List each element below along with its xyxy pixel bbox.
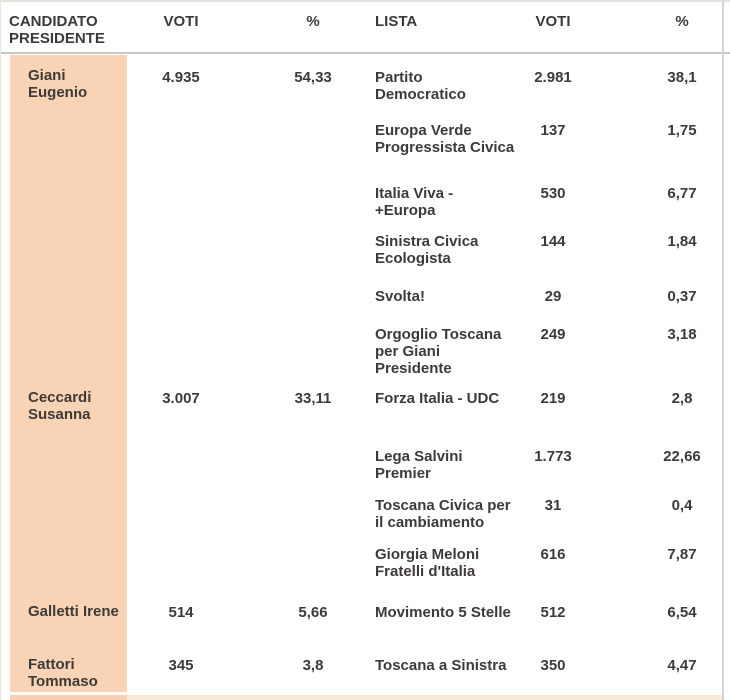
list-name: Sinistra Civica Ecologista <box>375 233 479 267</box>
header-list-voti: VOTI <box>535 13 571 30</box>
list-percent: 7,87 <box>667 546 697 563</box>
candidate-percent: 54,33 <box>294 69 332 86</box>
list-votes: 2.981 <box>534 69 572 86</box>
list-votes: 616 <box>540 546 566 563</box>
list-percent: 6,54 <box>667 604 697 621</box>
list-percent: 22,66 <box>663 448 701 465</box>
candidate-name: Galletti Irene <box>28 603 119 620</box>
list-name: Forza Italia - UDC <box>375 390 500 407</box>
list-name: Partito Democratico <box>375 69 466 103</box>
header-lista: LISTA <box>375 13 418 30</box>
candidate-percent: 5,66 <box>298 604 328 621</box>
list-votes: 1.773 <box>534 448 572 465</box>
candidate-percent: 33,11 <box>294 390 332 407</box>
list-votes: 512 <box>540 604 566 621</box>
list-votes: 137 <box>540 122 566 139</box>
candidate-name: Giani Eugenio <box>28 67 88 101</box>
candidate-votes: 4.935 <box>162 69 200 86</box>
list-name: Lega Salvini Premier <box>375 448 463 482</box>
candidate-votes: 345 <box>168 657 194 674</box>
candidate-name: Fattori Tommaso <box>28 656 98 690</box>
header-candidato-presidente: CANDIDATO PRESIDENTE <box>9 13 105 47</box>
list-name: Giorgia Meloni Fratelli d'Italia <box>375 546 480 580</box>
list-votes: 29 <box>544 288 562 305</box>
partial-next-row-highlight <box>127 695 722 700</box>
list-percent: 38,1 <box>667 69 697 86</box>
header-candidate-percent: % <box>306 13 320 30</box>
table-top-border <box>0 0 730 2</box>
list-votes: 144 <box>540 233 566 250</box>
partial-next-row-candidate-cell <box>10 695 127 700</box>
list-percent: 1,84 <box>667 233 697 250</box>
table-left-border <box>0 0 1 700</box>
list-name: Toscana a Sinistra <box>375 657 507 674</box>
list-name: Toscana Civica per il cambiamento <box>375 497 511 531</box>
candidate-votes: 514 <box>168 604 194 621</box>
candidate-votes: 3.007 <box>162 390 200 407</box>
list-percent: 0,37 <box>667 288 697 305</box>
candidate-column-highlight <box>10 55 127 692</box>
list-votes: 219 <box>540 390 566 407</box>
list-percent: 1,75 <box>667 122 697 139</box>
candidate-name: Ceccardi Susanna <box>28 389 92 423</box>
list-percent: 6,77 <box>667 185 697 202</box>
header-list-percent: % <box>675 13 689 30</box>
list-votes: 530 <box>540 185 566 202</box>
list-name: Europa Verde Progressista Civica <box>375 122 515 156</box>
list-percent: 2,8 <box>671 390 693 407</box>
header-separator-line <box>0 52 730 54</box>
list-name: Italia Viva - +Europa <box>375 185 454 219</box>
list-votes: 350 <box>540 657 566 674</box>
list-name: Orgoglio Toscana per Giani Presidente <box>375 326 502 377</box>
list-percent: 3,18 <box>667 326 697 343</box>
list-votes: 249 <box>540 326 566 343</box>
candidate-percent: 3,8 <box>302 657 324 674</box>
header-candidate-voti: VOTI <box>163 13 199 30</box>
list-percent: 0,4 <box>671 497 693 514</box>
list-name: Svolta! <box>375 288 426 305</box>
table-right-border <box>722 0 724 700</box>
list-votes: 31 <box>544 497 562 514</box>
list-percent: 4,47 <box>667 657 697 674</box>
list-name: Movimento 5 Stelle <box>375 604 511 621</box>
